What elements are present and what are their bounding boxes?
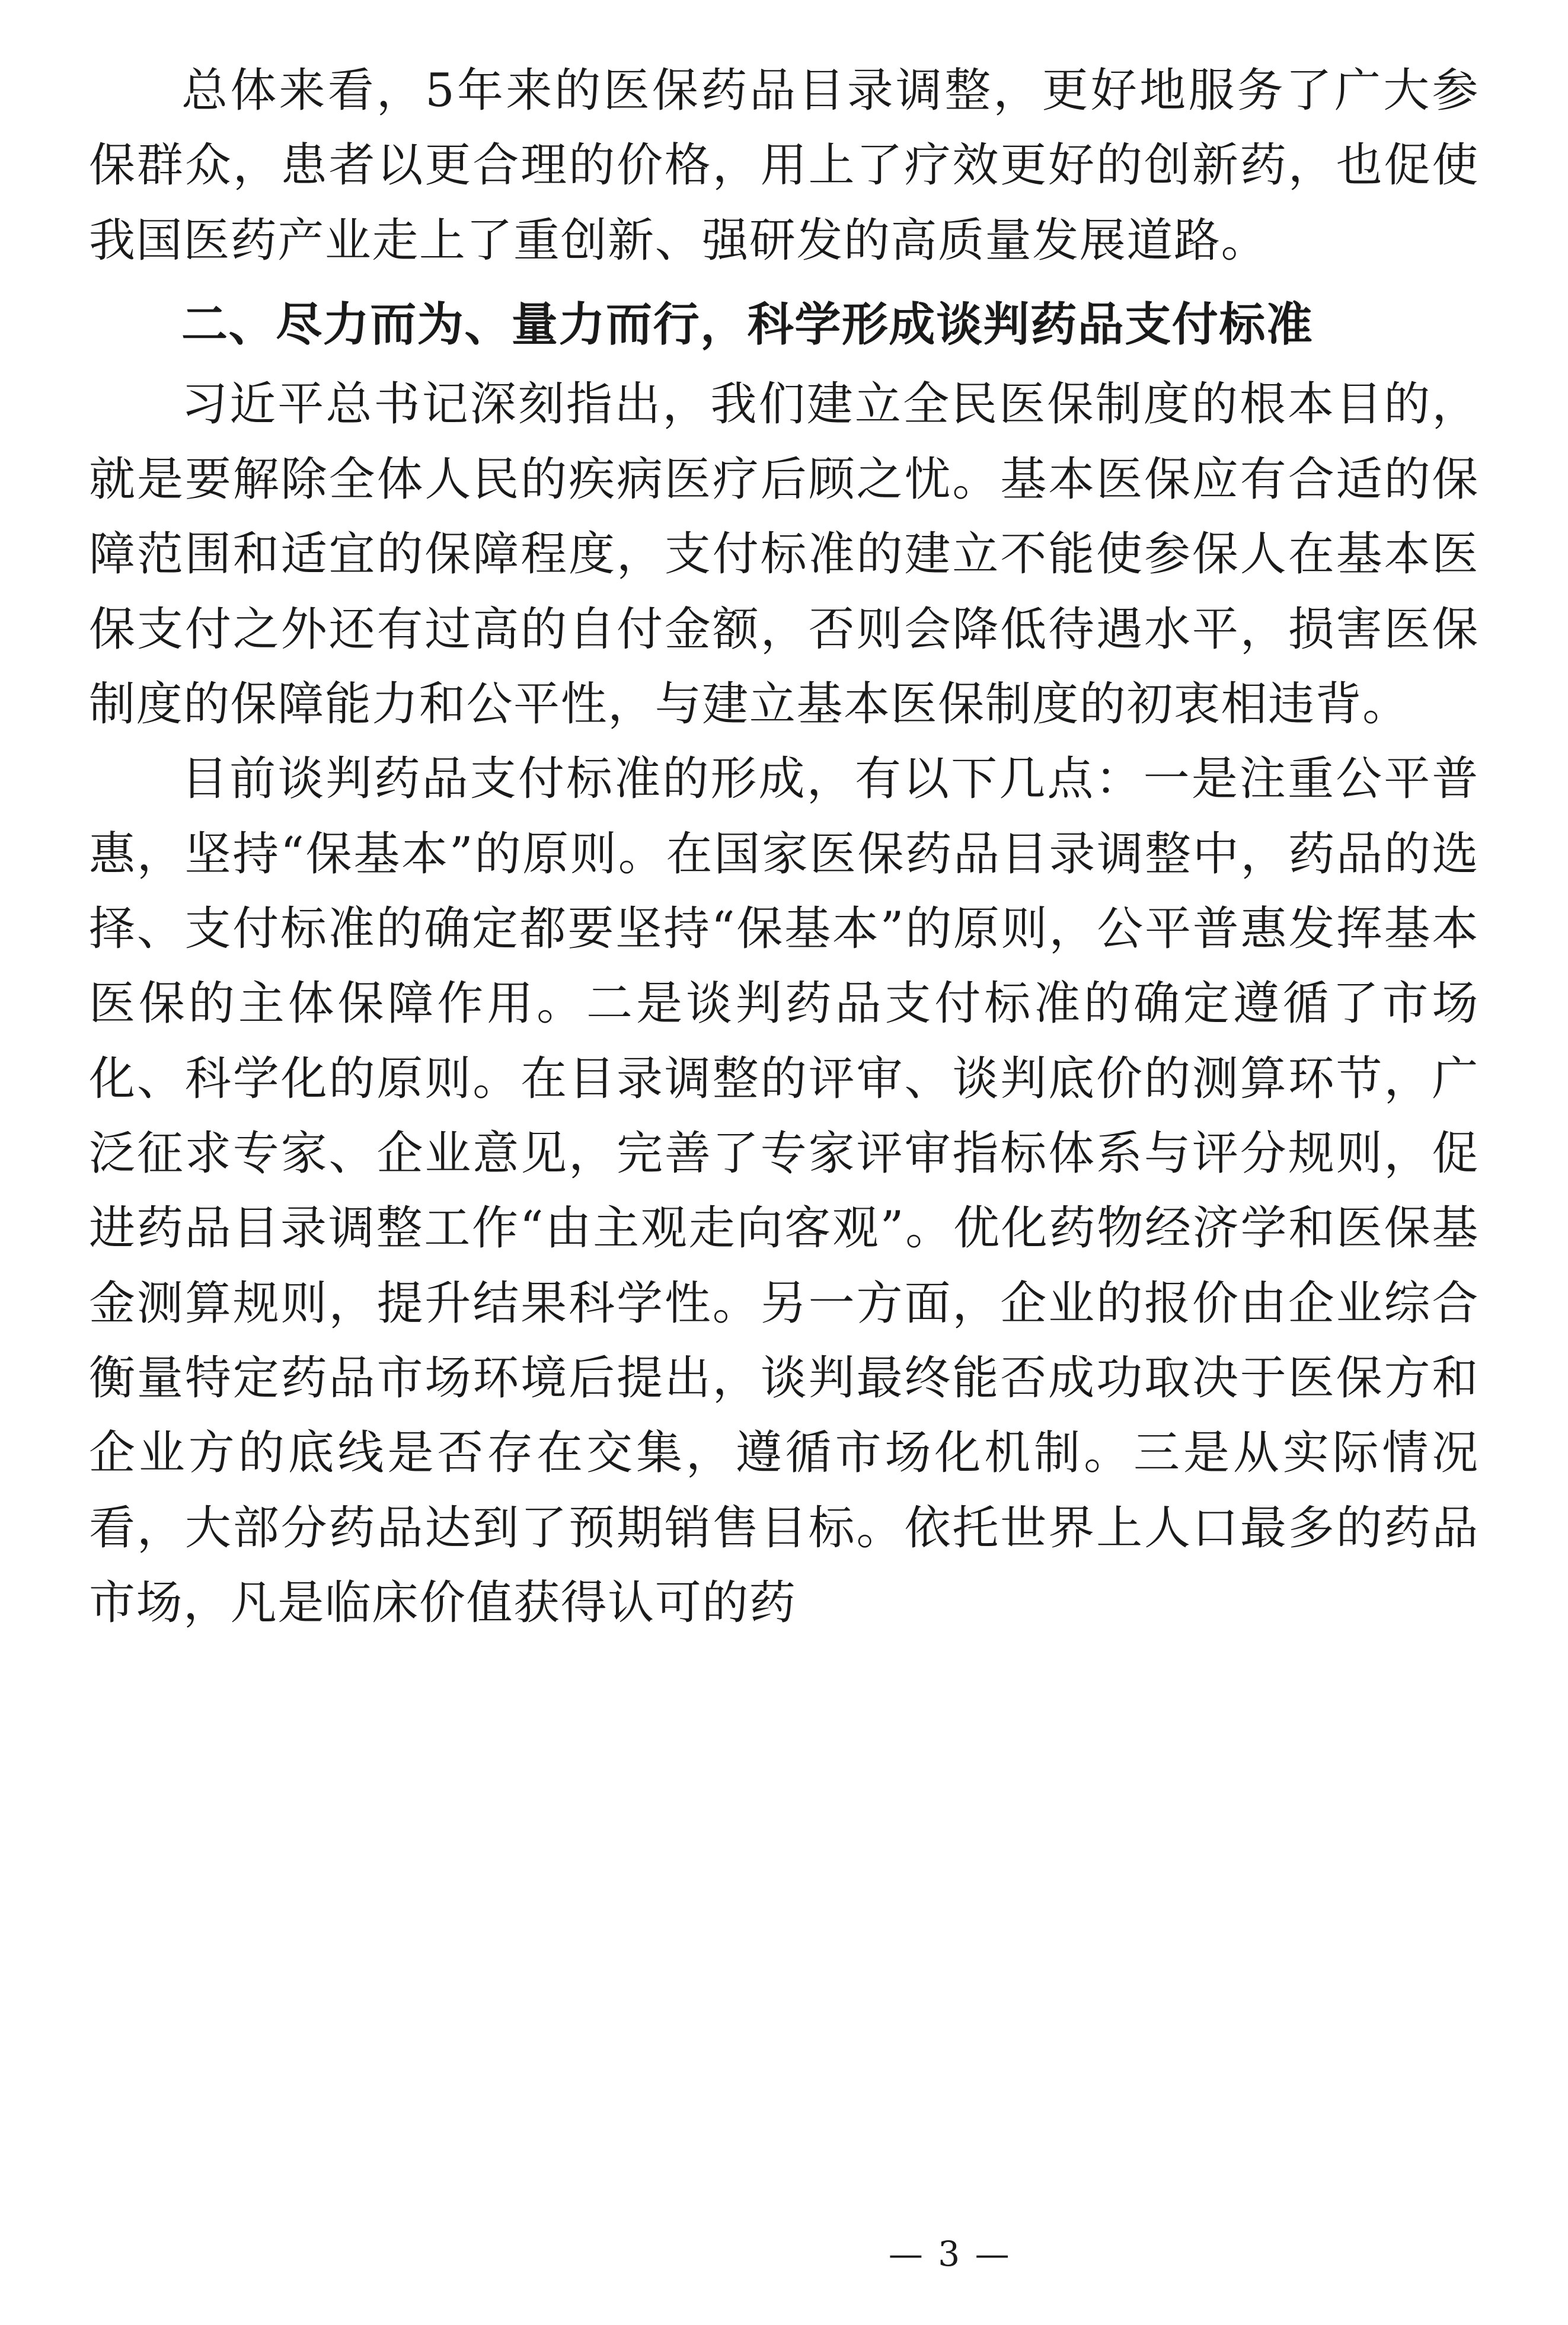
paragraph-fundamental-purpose: 习近平总书记深刻指出，我们建立全民医保制度的根本目的，就是要解除全体人民的疾病医疗后顾之忧。基本医保应有合适的保障范围和适宜的保障程度，支付标准的建立不能使参保人在基本医保支付之外还有过高的自付金额，否则会降低待遇水平，损害医保制度的保障能力和公平性，与建立基本医保制度的初衷相违背。	[89, 378, 1479, 731]
page-number	[0, 2234, 1568, 2274]
document-body	[89, 53, 1479, 1641]
page-number-label: — 3 —	[888, 2234, 1012, 2274]
paragraph-overview-summary: 总体来看，5年来的医保药品目录调整，更好地服务了广大参保群众，患者以更合理的价格，用上了疗效更好的创新药，也促使我国医药产业走上了重创新、强研发的高质量发展道路。	[89, 64, 1479, 267]
paragraph-payment-standard-points: 目前谈判药品支付标准的形成，有以下几点：一是注重公平普惠，坚持“保基本”的原则。在国家医保药品目录调整中，药品的选择、支付标准的确定都要坚持“保基本”的原则，公平普惠发挥基本医保的主体保障作用。二是谈判药品支付标准的确定遵循了市场化、科学化的原则。在目录调整的评审、谈判底价的测算环节，广泛征求专家、企业意见，完善了专家评审指标体系与评分规则，促进药品目录调整工作“由主观走向客观”。优化药物经济学和医保基金测算规则，提升结果科学性。另一方面，企业的报价由企业综合衡量特定药品市场环境后提出，谈判最终能否成功取决于医保方和企业方的底线是否存在交集，遵循市场化机制。三是从实际情况看，大部分药品达到了预期销售目标。依托世界上人口最多的药品市场，凡是临床价值获得认可的药	[89, 752, 1479, 1630]
section-heading-two: 二、尽力而为、量力而行，科学形成谈判药品支付标准	[181, 298, 1314, 352]
